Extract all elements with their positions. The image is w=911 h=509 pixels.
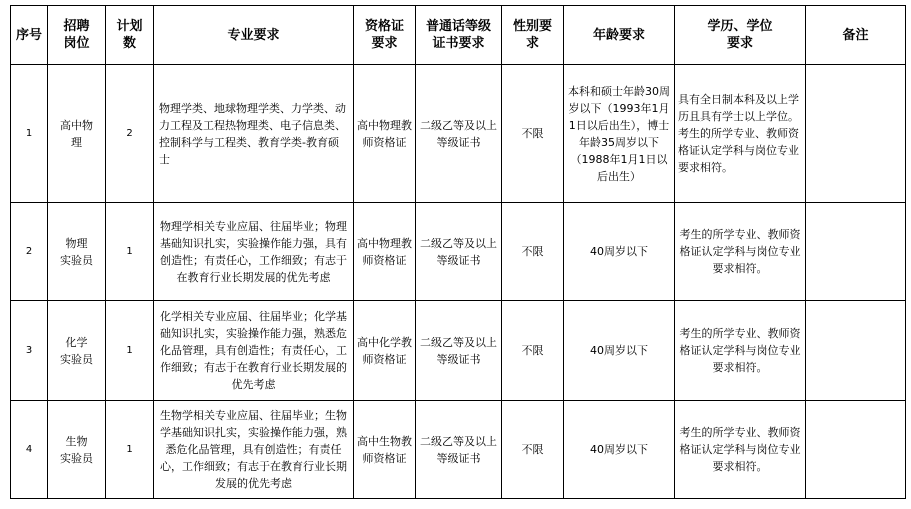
cell-age: 本科和硕士年龄30周岁以下（1993年1月1日以后出生），博士年龄35周岁以下（1988年1月1日以后出生） bbox=[564, 65, 675, 203]
header-row bbox=[11, 6, 906, 65]
table-row bbox=[11, 65, 906, 203]
cell-major: 物理学相关专业应届、往届毕业；物理基础知识扎实，实验操作能力强，具有创造性；有责任心，工作细致；有志于在教育行业长期发展的优先考虑 bbox=[154, 203, 354, 301]
table-header bbox=[11, 6, 906, 65]
header-seq: 序号 bbox=[11, 6, 48, 65]
cell-cert: 高中物理教师资格证 bbox=[354, 203, 416, 301]
cell-cert: 高中物理教师资格证 bbox=[354, 65, 416, 203]
cell-plan: 1 bbox=[106, 301, 154, 401]
cell-seq: 4 bbox=[11, 401, 48, 499]
cell-major: 生物学相关专业应届、往届毕业；生物学基础知识扎实，实验操作能力强，熟悉危化品管理，具有创造性；有责任心，工作细致；有志于在教育行业长期发展的优先考虑 bbox=[154, 401, 354, 499]
table-body bbox=[11, 65, 906, 499]
cell-plan: 2 bbox=[106, 65, 154, 203]
table-row bbox=[11, 401, 906, 499]
cell-major: 物理学类、地球物理学类、力学类、动力工程及工程热物理类、电子信息类、控制科学与工程类、教育学类-教育硕士 bbox=[154, 65, 354, 203]
table-row bbox=[11, 203, 906, 301]
cell-position: 物理 实验员 bbox=[48, 203, 106, 301]
header-plan: 计划 数 bbox=[106, 6, 154, 65]
cell-edu: 考生的所学专业、教师资格证认定学科与岗位专业要求相符。 bbox=[675, 301, 806, 401]
cell-remark bbox=[806, 65, 906, 203]
cell-age: 40周岁以下 bbox=[564, 203, 675, 301]
header-gender: 性别要 求 bbox=[502, 6, 564, 65]
cell-position: 高中物 理 bbox=[48, 65, 106, 203]
cell-age: 40周岁以下 bbox=[564, 301, 675, 401]
cell-seq: 2 bbox=[11, 203, 48, 301]
header-major: 专业要求 bbox=[154, 6, 354, 65]
cell-mandarin: 二级乙等及以上等级证书 bbox=[416, 65, 502, 203]
cell-mandarin: 二级乙等及以上等级证书 bbox=[416, 301, 502, 401]
cell-remark bbox=[806, 203, 906, 301]
cell-position: 化学 实验员 bbox=[48, 301, 106, 401]
table-row bbox=[11, 301, 906, 401]
cell-mandarin: 二级乙等及以上等级证书 bbox=[416, 203, 502, 301]
cell-major: 化学相关专业应届、往届毕业；化学基础知识扎实，实验操作能力强，熟悉危化品管理，具有创造性；有责任心，工作细致；有志于在教育行业长期发展的优先考虑 bbox=[154, 301, 354, 401]
cell-gender: 不限 bbox=[502, 203, 564, 301]
header-position: 招聘 岗位 bbox=[48, 6, 106, 65]
cell-edu: 考生的所学专业、教师资格证认定学科与岗位专业要求相符。 bbox=[675, 401, 806, 499]
header-mandarin: 普通话等级 证书要求 bbox=[416, 6, 502, 65]
recruitment-table bbox=[10, 5, 906, 499]
cell-gender: 不限 bbox=[502, 65, 564, 203]
cell-edu: 具有全日制本科及以上学历且具有学士以上学位。考生的所学专业、教师资格证认定学科与岗位专业要求相符。 bbox=[675, 65, 806, 203]
cell-edu: 考生的所学专业、教师资格证认定学科与岗位专业要求相符。 bbox=[675, 203, 806, 301]
cell-position: 生物 实验员 bbox=[48, 401, 106, 499]
cell-cert: 高中化学教师资格证 bbox=[354, 301, 416, 401]
cell-gender: 不限 bbox=[502, 401, 564, 499]
cell-mandarin: 二级乙等及以上等级证书 bbox=[416, 401, 502, 499]
cell-cert: 高中生物教师资格证 bbox=[354, 401, 416, 499]
header-age: 年龄要求 bbox=[564, 6, 675, 65]
cell-remark bbox=[806, 401, 906, 499]
header-remark: 备注 bbox=[806, 6, 906, 65]
cell-gender: 不限 bbox=[502, 301, 564, 401]
cell-age: 40周岁以下 bbox=[564, 401, 675, 499]
cell-plan: 1 bbox=[106, 401, 154, 499]
header-edu: 学历、学位 要求 bbox=[675, 6, 806, 65]
cell-plan: 1 bbox=[106, 203, 154, 301]
cell-seq: 3 bbox=[11, 301, 48, 401]
header-cert: 资格证 要求 bbox=[354, 6, 416, 65]
recruitment-table-container bbox=[10, 5, 906, 499]
cell-remark bbox=[806, 301, 906, 401]
cell-seq: 1 bbox=[11, 65, 48, 203]
